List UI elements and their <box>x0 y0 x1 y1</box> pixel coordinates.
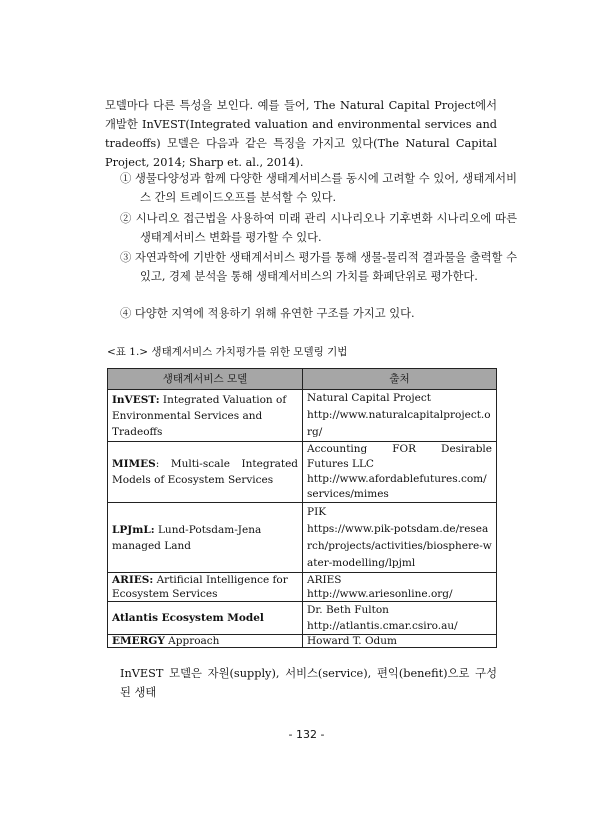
table-caption: <표 1.> 생태계서비스 가치평가를 위한 모델링 기법 <box>107 346 348 358</box>
table-row <box>108 503 497 573</box>
model-desc: Approach <box>164 635 220 647</box>
list-item: ① 생물다양성과 함께 다양한 생태계서비스를 동시에 고려할 수 있어, 생태계서비스 간의 트레이드오프를 분석할 수 있다. <box>120 172 517 204</box>
table-row <box>108 573 497 602</box>
list-item: ③ 자연과학에 기반한 생태계서비스 평가를 통해 생물-물리적 결과물을 출력할 수 있고, 경제 분석을 통해 생태계서비스의 가치를 화폐단위로 평가한다. <box>120 251 517 283</box>
table-row <box>108 442 497 503</box>
model-desc: Artificial Intelligence for Ecosystem Services <box>112 574 288 600</box>
source-url: https://www.pik-potsdam.de/research/projects/activities/biosphere-water-modelling/lpjml <box>307 522 492 569</box>
source-org: Dr. Beth Fulton <box>307 604 389 616</box>
models-table <box>107 368 497 648</box>
source-org: Howard T. Odum <box>307 635 397 647</box>
model-desc: Integrated Valuation of Environmental Services and Tradeoffs <box>112 393 287 438</box>
model-desc: Lund-Potsdam-Jena managed Land <box>112 523 262 552</box>
source-url: http://www.afordablefutures.com/services/mimes <box>307 473 487 500</box>
model-name: Atlantis Ecosystem Model <box>112 612 264 624</box>
intro-paragraph: 모델마다 다른 특성을 보인다. 예를 들어, The Natural Capital Project에서 개발한 InVEST(Integrated valuation and environmental services and tradeoffs) 모델은 다음과 같은 특징을 가지고 있다(The Natural Capital Project, 2014; Sharp et. al., 2014). <box>105 99 497 169</box>
source-org: Natural Capital Project <box>307 392 431 404</box>
source-org: Accounting FOR Desirable Futures LLC <box>307 443 492 470</box>
model-desc: : Multi-scale Integrated Models of Ecosystem Services <box>112 458 298 486</box>
source-org: ARIES <box>307 574 342 586</box>
source-org: PIK <box>307 505 327 518</box>
outro-paragraph: InVEST 모델은 자원(supply), 서비스(service), 편익(benefit)으로 구성된 생태 <box>120 667 497 699</box>
table-row <box>108 602 497 635</box>
table-row <box>108 635 497 648</box>
list-item: ④ 다양한 지역에 적용하기 위해 유연한 구조를 가지고 있다. <box>120 307 415 320</box>
source-url: http://atlantis.cmar.csiro.au/ <box>307 620 458 632</box>
model-name: MIMES <box>112 458 156 470</box>
model-name: ARIES: <box>112 574 154 586</box>
table-header: 생태계서비스 모델 <box>108 369 303 390</box>
page-number: - 132 - <box>288 728 325 741</box>
model-name: InVEST: <box>112 393 160 406</box>
list-item: ② 시나리오 접근법을 사용하여 미래 관리 시나리오나 기후변화 시나리오에 따른 생태계서비스 변화를 평가할 수 있다. <box>120 212 517 244</box>
source-url: http://www.naturalcapitalproject.org/ <box>307 409 491 438</box>
table-row <box>108 390 497 442</box>
model-name: LPJmL: <box>112 523 155 536</box>
model-name: EMERGY <box>112 635 165 647</box>
source-url: http://www.ariesonline.org/ <box>307 588 453 600</box>
table-header: 출처 <box>303 369 497 390</box>
